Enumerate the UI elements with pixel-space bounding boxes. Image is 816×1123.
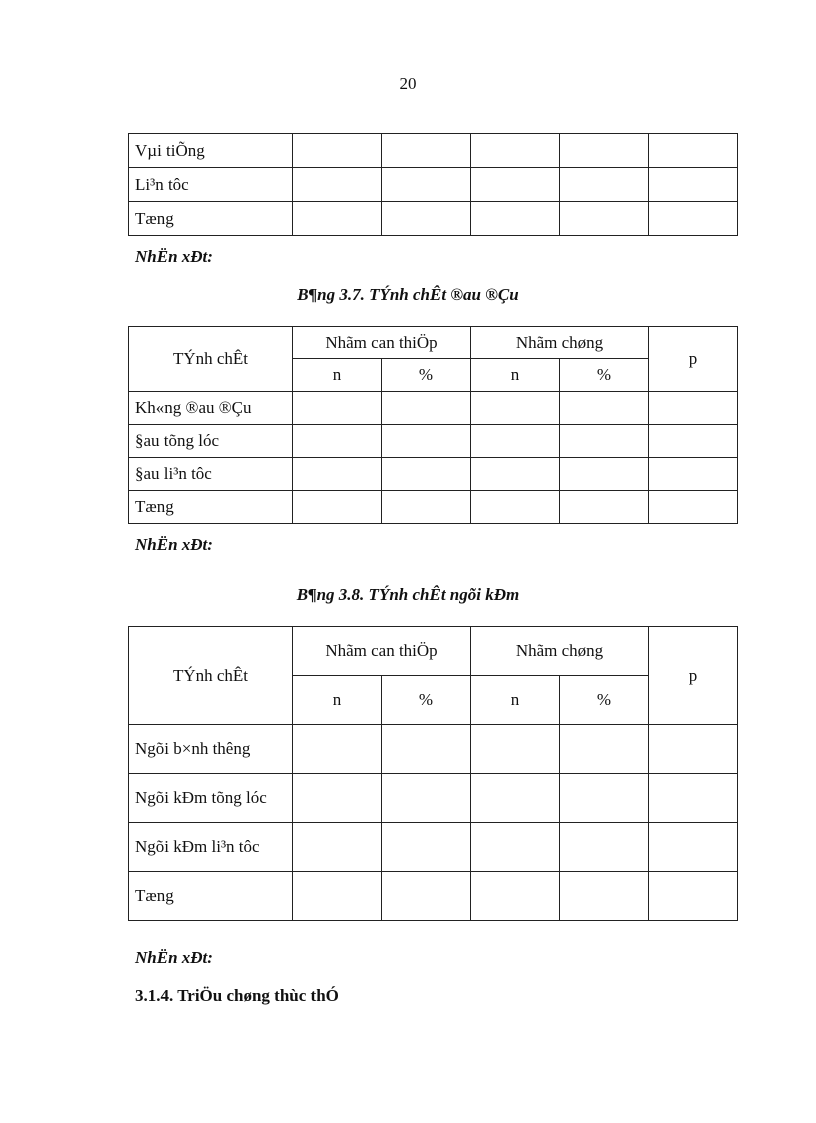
cell xyxy=(471,134,560,168)
cell xyxy=(382,823,471,872)
percent-header: % xyxy=(382,359,471,392)
n-header: n xyxy=(293,359,382,392)
cell xyxy=(382,491,471,524)
cell xyxy=(382,774,471,823)
cell xyxy=(649,425,738,458)
cell xyxy=(471,392,560,425)
table-row xyxy=(129,202,738,236)
percent-header: % xyxy=(560,359,649,392)
cell xyxy=(382,425,471,458)
n-header: n xyxy=(471,359,560,392)
table-3-8 xyxy=(128,626,738,921)
cell xyxy=(649,725,738,774)
cell xyxy=(560,774,649,823)
table-header-row xyxy=(129,327,738,359)
cell xyxy=(649,168,738,202)
table-row xyxy=(129,134,738,168)
cell xyxy=(382,392,471,425)
column-header: TÝnh chÊt xyxy=(129,627,293,725)
table-continuation xyxy=(128,133,738,236)
cell xyxy=(471,872,560,921)
cell xyxy=(649,134,738,168)
cell xyxy=(471,202,560,236)
cell xyxy=(382,202,471,236)
cell xyxy=(560,823,649,872)
table-header-row xyxy=(129,627,738,676)
cell xyxy=(382,134,471,168)
table-row xyxy=(129,425,738,458)
row-label: Ngõi kÐm li³n tôc xyxy=(129,823,293,872)
cell xyxy=(293,168,382,202)
cell xyxy=(471,458,560,491)
group-header: Nhãm chøng xyxy=(471,327,649,359)
p-header: p xyxy=(649,327,738,392)
group-header: Nhãm chøng xyxy=(471,627,649,676)
table-row xyxy=(129,725,738,774)
remark-label: NhËn xÐt: xyxy=(135,247,213,266)
row-label: Vµi tiÕng xyxy=(129,134,293,168)
cell xyxy=(293,725,382,774)
cell xyxy=(560,168,649,202)
row-label: §au li³n tôc xyxy=(129,458,293,491)
cell xyxy=(560,725,649,774)
cell xyxy=(293,202,382,236)
row-label: Kh«ng ®au ®Çu xyxy=(129,392,293,425)
table-3-7 xyxy=(128,326,738,524)
cell xyxy=(560,392,649,425)
remark-label: NhËn xÐt: xyxy=(135,535,213,554)
row-label: §au tõng lóc xyxy=(129,425,293,458)
cell xyxy=(293,392,382,425)
cell xyxy=(293,823,382,872)
table-row xyxy=(129,458,738,491)
cell xyxy=(560,134,649,168)
cell xyxy=(293,458,382,491)
cell xyxy=(382,458,471,491)
p-header: p xyxy=(649,627,738,725)
cell xyxy=(382,872,471,921)
group-header: Nhãm can thiÖp xyxy=(293,327,471,359)
page-number: 20 xyxy=(399,74,417,93)
cell xyxy=(471,168,560,202)
row-label: Ngõi kÐm tõng lóc xyxy=(129,774,293,823)
table-caption: B¶ng 3.7. TÝnh chÊt ®au ®Çu xyxy=(297,285,519,304)
cell xyxy=(293,491,382,524)
n-header: n xyxy=(471,676,560,725)
group-header: Nhãm can thiÖp xyxy=(293,627,471,676)
cell xyxy=(471,774,560,823)
row-label: Tæng xyxy=(129,202,293,236)
table-row xyxy=(129,392,738,425)
percent-header: % xyxy=(382,676,471,725)
row-label: Tæng xyxy=(129,491,293,524)
table-row xyxy=(129,823,738,872)
cell xyxy=(471,725,560,774)
cell xyxy=(560,491,649,524)
cell xyxy=(560,458,649,491)
table-row xyxy=(129,872,738,921)
cell xyxy=(293,872,382,921)
cell xyxy=(471,823,560,872)
table-caption: B¶ng 3.8. TÝnh chÊt ngõi kÐm xyxy=(296,585,520,604)
percent-header: % xyxy=(560,676,649,725)
section-heading: 3.1.4. TriÖu chøng thùc thÓ xyxy=(135,986,339,1005)
cell xyxy=(560,425,649,458)
cell xyxy=(293,774,382,823)
cell xyxy=(649,774,738,823)
cell xyxy=(560,872,649,921)
cell xyxy=(649,392,738,425)
column-header: TÝnh chÊt xyxy=(129,327,293,392)
cell xyxy=(649,491,738,524)
cell xyxy=(649,458,738,491)
cell xyxy=(382,168,471,202)
n-header: n xyxy=(293,676,382,725)
cell xyxy=(382,725,471,774)
cell xyxy=(293,425,382,458)
remark-label: NhËn xÐt: xyxy=(135,948,213,967)
cell xyxy=(471,491,560,524)
row-label: Ngõi b×nh thêng xyxy=(129,725,293,774)
table-row xyxy=(129,774,738,823)
row-label: Li³n tôc xyxy=(129,168,293,202)
cell xyxy=(560,202,649,236)
table-row xyxy=(129,491,738,524)
cell xyxy=(649,872,738,921)
table-row xyxy=(129,168,738,202)
cell xyxy=(471,425,560,458)
cell xyxy=(293,134,382,168)
cell xyxy=(649,202,738,236)
cell xyxy=(649,823,738,872)
row-label: Tæng xyxy=(129,872,293,921)
